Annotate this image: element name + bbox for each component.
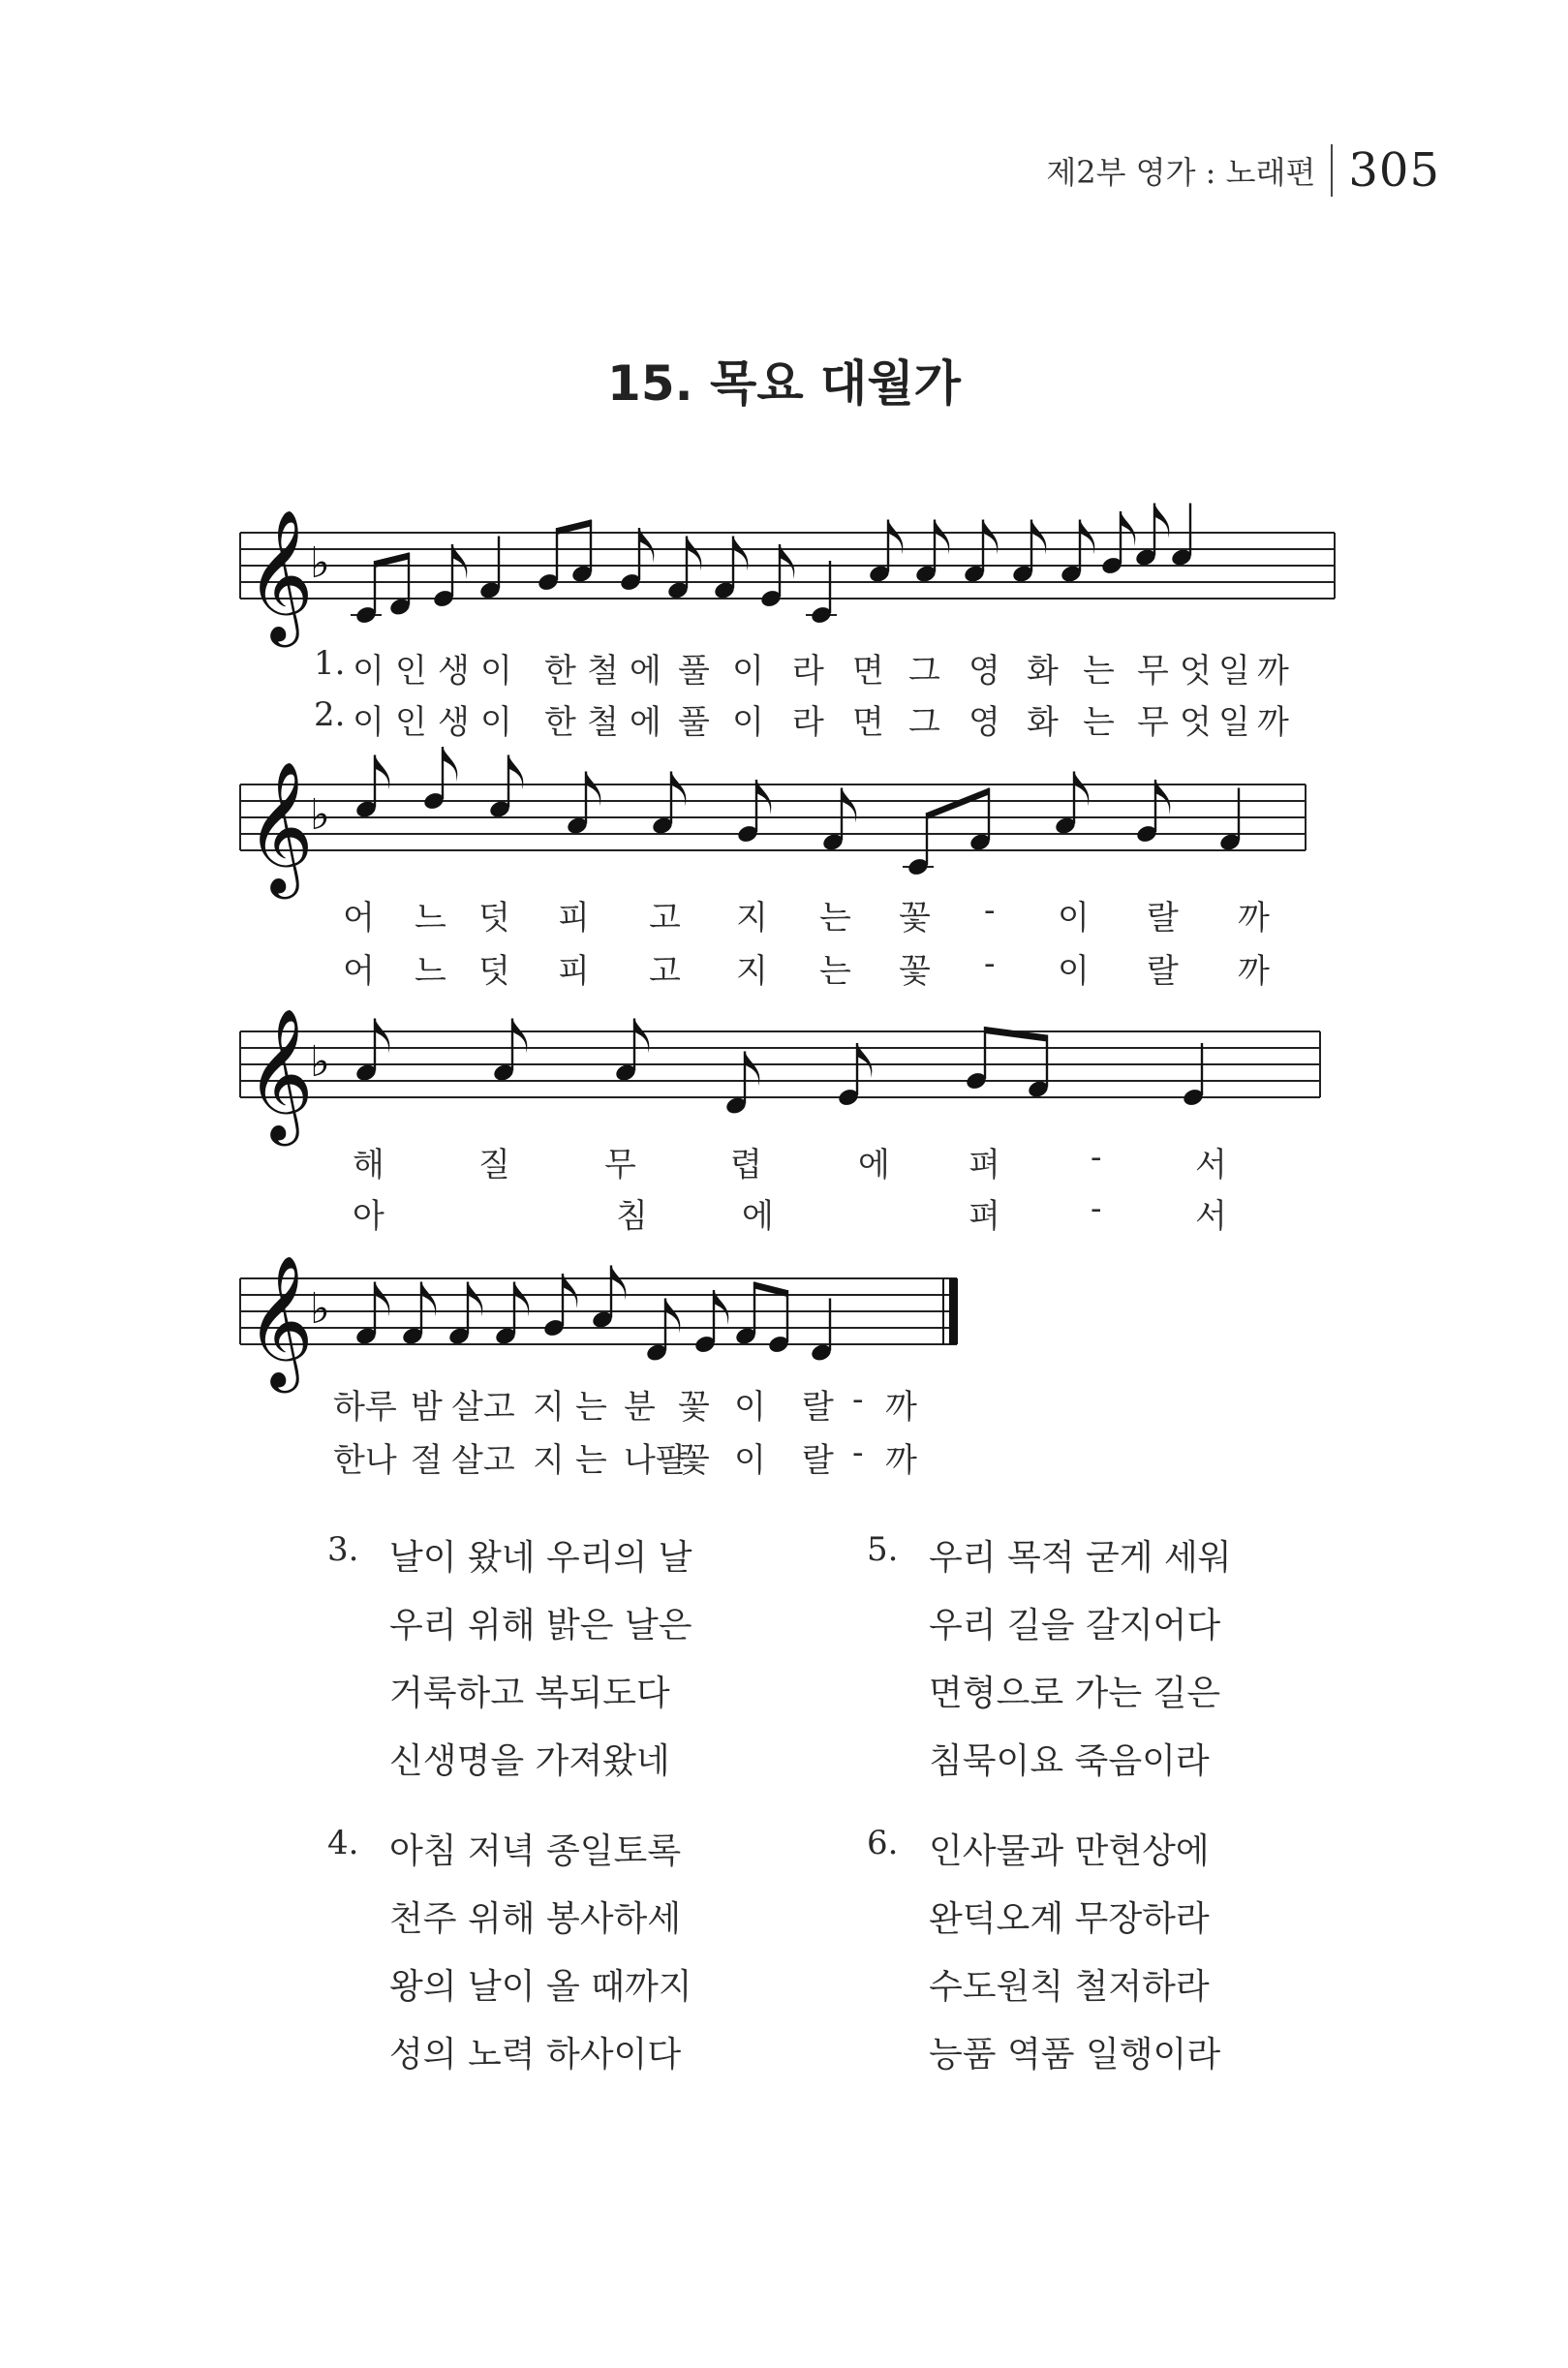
lyric-line bbox=[0, 1189, 1568, 1236]
note bbox=[963, 520, 998, 585]
lyric-syllable: - bbox=[1091, 1138, 1102, 1177]
note bbox=[354, 1282, 389, 1347]
verse-number: 3. bbox=[327, 1530, 359, 1569]
verse-line: 날이 왔네 우리의 날 bbox=[389, 1538, 692, 1578]
note bbox=[492, 1019, 527, 1084]
lyric-syllable: 풀 bbox=[678, 703, 710, 742]
lyric-syllable: 밤 bbox=[411, 1388, 443, 1427]
verse-line: 완덕오계 무장하라 bbox=[929, 1899, 1210, 1939]
lyric-syllable: 나팔 bbox=[624, 1441, 688, 1480]
verse-number: 5. bbox=[867, 1530, 899, 1569]
lyric-syllable: 는 bbox=[819, 899, 851, 938]
note bbox=[734, 1282, 757, 1347]
lyric-syllable: 무 bbox=[604, 1146, 636, 1184]
lyric-syllable: 는 bbox=[1083, 703, 1115, 742]
staff-system-2 bbox=[240, 746, 1344, 910]
lyric-syllable: 까 bbox=[1238, 952, 1270, 991]
flag bbox=[443, 747, 457, 782]
lyric-line bbox=[0, 944, 1568, 991]
note bbox=[868, 520, 903, 585]
lyric-syllable: 살고 bbox=[451, 1388, 515, 1427]
lyric-syllable: 서 bbox=[1195, 1197, 1227, 1236]
lyric-syllable: 화 bbox=[1027, 703, 1059, 742]
lyric-syllable: 이 bbox=[734, 1441, 766, 1480]
note bbox=[767, 1290, 790, 1355]
note bbox=[1170, 504, 1193, 569]
lyric-syllable: 분 bbox=[624, 1388, 656, 1427]
beam bbox=[927, 788, 989, 820]
note bbox=[494, 1282, 529, 1347]
lyric-syllable: 느 bbox=[415, 952, 446, 991]
lyric-syllable: 지 bbox=[736, 899, 768, 938]
lyric-syllable: 무 bbox=[1137, 703, 1169, 742]
lyric-syllable: 이 bbox=[732, 652, 764, 691]
verse-line: 신생명을 가져왔네 bbox=[389, 1741, 670, 1781]
lyric-syllable: - bbox=[852, 1380, 864, 1419]
note bbox=[591, 1266, 626, 1331]
note bbox=[401, 1282, 436, 1347]
lyric-syllable: 엇 bbox=[1180, 652, 1212, 691]
lyric-syllable: 는 bbox=[1083, 652, 1115, 691]
lyric-syllable: 이 bbox=[480, 652, 512, 691]
flag bbox=[1121, 511, 1135, 546]
lyric-syllable: 지 bbox=[533, 1441, 565, 1480]
verse-line: 천주 위해 봉사하세 bbox=[389, 1899, 682, 1939]
lyric-syllable: 에 bbox=[742, 1197, 774, 1236]
lyric-syllable: 라 bbox=[792, 652, 824, 691]
note bbox=[1134, 504, 1169, 569]
note bbox=[354, 1019, 389, 1084]
note bbox=[354, 755, 389, 820]
lyric-syllable: 아 bbox=[353, 1197, 384, 1236]
note bbox=[965, 1027, 988, 1092]
final-barline bbox=[949, 1278, 958, 1344]
lyric-syllable: 하루 bbox=[333, 1388, 397, 1427]
staff-lines bbox=[240, 1031, 1320, 1097]
note bbox=[914, 520, 949, 585]
lyric-syllable: 랄 bbox=[802, 1441, 834, 1480]
note bbox=[614, 1019, 649, 1084]
note bbox=[1054, 772, 1089, 837]
lyric-syllable: 까 bbox=[1257, 652, 1289, 691]
lyric-syllable: 이 bbox=[734, 1388, 766, 1427]
lyric-syllable: 1. bbox=[314, 644, 346, 683]
note bbox=[666, 537, 701, 601]
note bbox=[537, 528, 560, 593]
lyric-syllable: 한나 bbox=[333, 1441, 397, 1480]
lyric-syllable: 이 bbox=[480, 703, 512, 742]
treble-clef-icon: 𝄞 bbox=[246, 1253, 314, 1387]
note bbox=[821, 788, 856, 853]
note bbox=[351, 561, 382, 626]
flat-icon: ♭ bbox=[310, 1284, 330, 1334]
staff-system-1 bbox=[240, 494, 1344, 659]
lyric-syllable: 철 bbox=[587, 652, 619, 691]
lyric-syllable: 에 bbox=[630, 703, 661, 742]
lyric-syllable: 지 bbox=[736, 952, 768, 991]
page-number: 305 bbox=[1348, 143, 1440, 198]
verse-line: 우리 위해 밝은 날은 bbox=[389, 1606, 692, 1645]
verse-number: 4. bbox=[327, 1824, 359, 1862]
verse-line: 성의 노력 하사이다 bbox=[389, 2035, 682, 2075]
lyric-syllable: 면 bbox=[852, 652, 884, 691]
lyric-line bbox=[0, 891, 1568, 938]
lyric-syllable: 인 bbox=[395, 652, 427, 691]
verse-line: 인사물과 만현상에 bbox=[929, 1831, 1210, 1871]
flat-icon: ♭ bbox=[310, 1037, 330, 1087]
lyric-syllable: 화 bbox=[1027, 652, 1059, 691]
lyric-syllable: 에 bbox=[630, 652, 661, 691]
lyric-syllable: 엇 bbox=[1180, 703, 1212, 742]
lyric-syllable: 침 bbox=[616, 1197, 648, 1236]
verse-line: 수도원칙 철저하라 bbox=[929, 1967, 1210, 2007]
lyric-syllable: 덧 bbox=[478, 952, 510, 991]
lyric-syllable: 생 bbox=[438, 652, 470, 691]
lyric-syllable: 꽃 bbox=[899, 952, 931, 991]
lyric-syllable: 랄 bbox=[802, 1388, 834, 1427]
note bbox=[1218, 788, 1242, 853]
lyric-syllable: 질 bbox=[478, 1146, 510, 1184]
lyric-syllable: 한 bbox=[544, 703, 576, 742]
note bbox=[810, 1299, 833, 1364]
lyric-syllable: 피 bbox=[558, 952, 590, 991]
lyric-syllable: 지 bbox=[533, 1388, 565, 1427]
lyric-syllable: 어 bbox=[343, 899, 375, 938]
lyric-syllable: 어 bbox=[343, 952, 375, 991]
note bbox=[566, 772, 600, 837]
lyric-syllable: 면 bbox=[852, 703, 884, 742]
lyric-syllable: 이 bbox=[353, 652, 384, 691]
note bbox=[713, 537, 748, 601]
lyric-line bbox=[0, 1380, 1568, 1427]
lyric-syllable: 이 bbox=[732, 703, 764, 742]
note bbox=[447, 1282, 482, 1347]
lyric-syllable: 해 bbox=[353, 1146, 384, 1184]
lyric-syllable: 까 bbox=[1257, 703, 1289, 742]
lyric-syllable: 그 bbox=[908, 703, 940, 742]
verse-line: 침묵이요 죽음이라 bbox=[929, 1741, 1210, 1781]
lyric-syllable: 서 bbox=[1195, 1146, 1227, 1184]
lyric-syllable: 피 bbox=[558, 899, 590, 938]
lyric-syllable: 일 bbox=[1218, 652, 1250, 691]
note bbox=[806, 561, 837, 626]
header-section-title: 제2부 영가 : 노래편 bbox=[1046, 154, 1316, 191]
lyric-line bbox=[0, 1138, 1568, 1184]
verse-line: 우리 목적 굳게 세워 bbox=[929, 1538, 1232, 1578]
treble-clef-icon: 𝄞 bbox=[246, 759, 314, 893]
lyric-syllable: 살고 bbox=[451, 1441, 515, 1480]
note bbox=[903, 813, 934, 877]
running-header bbox=[1046, 143, 1440, 198]
note bbox=[1060, 520, 1094, 585]
flat-icon: ♭ bbox=[310, 538, 330, 588]
lyric-syllable: 렵 bbox=[730, 1146, 762, 1184]
lyric-syllable: 영 bbox=[968, 703, 1000, 742]
lyric-syllable: 꽃 bbox=[899, 899, 931, 938]
lyric-syllable: 까 bbox=[885, 1441, 917, 1480]
lyric-syllable: 랄 bbox=[1147, 899, 1179, 938]
lyric-syllable: 무 bbox=[1137, 652, 1169, 691]
lyric-syllable: 고 bbox=[649, 952, 681, 991]
lyric-syllable: 느 bbox=[415, 899, 446, 938]
lyric-syllable: 이 bbox=[1058, 899, 1090, 938]
lyric-syllable: 인 bbox=[395, 703, 427, 742]
lyric-syllable: 이 bbox=[1058, 952, 1090, 991]
treble-clef-icon: 𝄞 bbox=[246, 1006, 314, 1140]
lyric-syllable: 2. bbox=[314, 695, 346, 734]
lyric-syllable: 에 bbox=[858, 1146, 890, 1184]
lyric-syllable: 꽃 bbox=[678, 1388, 710, 1427]
lyric-syllable: 꽃 bbox=[678, 1441, 710, 1480]
lyric-syllable: 한 bbox=[544, 652, 576, 691]
treble-clef-icon: 𝄞 bbox=[246, 507, 314, 641]
verse-line: 왕의 날이 올 때까지 bbox=[389, 1967, 692, 2007]
lyric-syllable: 는 bbox=[819, 952, 851, 991]
verse-line: 능품 역품 일행이라 bbox=[929, 2035, 1221, 2075]
lyric-syllable: 그 bbox=[908, 652, 940, 691]
lyric-line bbox=[0, 695, 1568, 742]
verse-line: 아침 저녁 종일토록 bbox=[389, 1831, 682, 1871]
note bbox=[488, 755, 523, 820]
staff-system-3 bbox=[240, 993, 1344, 1157]
lyric-syllable: 철 bbox=[587, 703, 619, 742]
lyric-syllable: 는 bbox=[575, 1441, 607, 1480]
note bbox=[645, 1299, 680, 1364]
note bbox=[478, 537, 502, 601]
verse-line: 우리 길을 갈지어다 bbox=[929, 1606, 1221, 1645]
lyric-syllable: 펴 bbox=[968, 1197, 1000, 1236]
song-title: 15. 목요 대월가 bbox=[607, 355, 961, 412]
staff-lines bbox=[240, 533, 1335, 599]
header-divider bbox=[1331, 144, 1333, 197]
lyric-syllable: 까 bbox=[1238, 899, 1270, 938]
flat-icon: ♭ bbox=[310, 790, 330, 840]
lyric-syllable: 일 bbox=[1218, 703, 1250, 742]
note bbox=[651, 772, 686, 837]
verse-line: 거룩하고 복되도다 bbox=[389, 1674, 670, 1713]
beam bbox=[985, 1027, 1047, 1042]
lyric-syllable: - bbox=[1091, 1189, 1102, 1228]
lyric-syllable: 생 bbox=[438, 703, 470, 742]
lyric-syllable: 는 bbox=[575, 1388, 607, 1427]
lyric-syllable: 영 bbox=[968, 652, 1000, 691]
lyric-syllable: 까 bbox=[885, 1388, 917, 1427]
lyric-syllable: 랄 bbox=[1147, 952, 1179, 991]
lyric-syllable: - bbox=[852, 1433, 864, 1472]
lyric-syllable: 펴 bbox=[968, 1146, 1000, 1184]
lyric-line bbox=[0, 1433, 1568, 1480]
staff-lines bbox=[240, 1278, 957, 1344]
lyric-line bbox=[0, 644, 1568, 691]
lyric-syllable: 풀 bbox=[678, 652, 710, 691]
lyric-syllable: 고 bbox=[649, 899, 681, 938]
lyric-syllable: 라 bbox=[792, 703, 824, 742]
note bbox=[1027, 1035, 1050, 1100]
lyric-syllable: 이 bbox=[353, 703, 384, 742]
note bbox=[1011, 520, 1046, 585]
note bbox=[724, 1052, 759, 1117]
verse-line: 면형으로 가는 길은 bbox=[929, 1674, 1221, 1713]
lyric-syllable: - bbox=[984, 891, 996, 930]
lyric-syllable: - bbox=[984, 944, 996, 983]
note bbox=[1182, 1043, 1205, 1108]
lyric-syllable: 절 bbox=[411, 1441, 443, 1480]
verse-number: 6. bbox=[867, 1824, 899, 1862]
lyric-syllable: 덧 bbox=[478, 899, 510, 938]
